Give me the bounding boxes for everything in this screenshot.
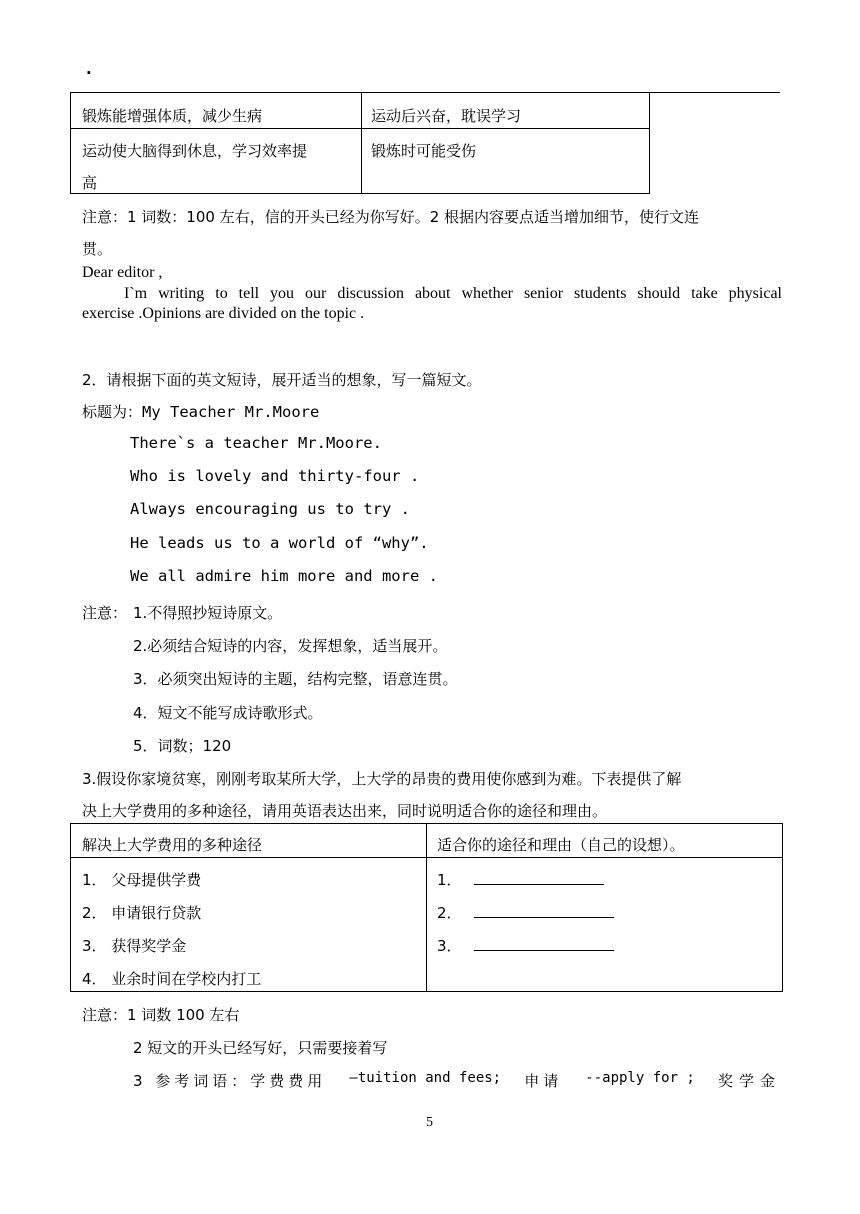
- note-3-part: —tuition and fees;: [349, 1070, 502, 1086]
- task-2-heading: 2．请根据下面的英文短诗，展开适当的想象，写一篇短文。: [82, 371, 482, 389]
- task-3-note: 2 短文的开头已经写好，只需要接着写: [133, 1039, 388, 1057]
- answer-number: 1．: [437, 871, 462, 889]
- task-3-prompt-line1: 3.假设你家境贫寒，刚刚考取某所大学，上大学的昂贵的费用使你感到为难。下表提供了解: [82, 770, 682, 788]
- bullet-mark: ·: [86, 64, 92, 82]
- poem-line: Always encouraging us to try .: [130, 500, 410, 518]
- task-2-note: 3．必须突出短诗的主题，结构完整，语意连贯。: [133, 670, 458, 688]
- table2-option: 4． 业余时间在学校内打工: [82, 970, 262, 988]
- task-2-note: 1.不得照抄短诗原文。: [133, 604, 283, 622]
- table2-option: 1． 父母提供学费: [82, 871, 202, 889]
- poem-line: There`s a teacher Mr.Moore.: [130, 434, 382, 452]
- poem-line: He leads us to a world of “why”.: [130, 534, 429, 552]
- task-2-note: 4．短文不能写成诗歌形式。: [133, 704, 323, 722]
- table1-cell-wrap: 高: [82, 174, 98, 192]
- letter-body-line2: exercise .Opinions are divided on the topic .: [82, 305, 365, 322]
- note-1-line2: 贯。: [82, 240, 113, 258]
- answer-blank-row: [437, 869, 604, 890]
- note-3-part: 3 参考词语：学费费用: [133, 1072, 327, 1090]
- task-3-note: 注意：1 词数 100 左右: [82, 1006, 240, 1024]
- page-number: 5: [426, 1115, 433, 1130]
- table1-cell: 运动后兴奋，耽误学习: [371, 107, 522, 125]
- table2-header: 适合你的途径和理由（自己的设想）。: [437, 836, 685, 854]
- answer-blank[interactable]: [474, 872, 604, 885]
- title-value: My Teacher Mr.Moore: [142, 403, 320, 421]
- table1-cell: 锻炼能增强体质，减少生病: [82, 107, 263, 125]
- table2-option: 3． 获得奖学金: [82, 937, 187, 955]
- note-3-part: 申请: [524, 1072, 563, 1090]
- note-3-part: --apply for ;: [585, 1070, 695, 1086]
- answer-blank[interactable]: [474, 938, 614, 951]
- poem-line: We all admire him more and more .: [130, 567, 438, 585]
- answer-number: 3．: [437, 937, 462, 955]
- letter-greeting: Dear editor ,: [82, 264, 163, 281]
- answer-blank-row: [437, 935, 614, 956]
- table2-header: 解决上大学费用的多种途径: [82, 836, 263, 854]
- title-label: 标题为：: [82, 403, 143, 421]
- answer-blank[interactable]: [474, 905, 614, 918]
- poem-line: Who is lovely and thirty-four .: [130, 467, 420, 485]
- note-1-line1: 注意：1 词数：100 左右，信的开头已经为你写好。2 根据内容要点适当增加细节，使行文连: [82, 208, 700, 226]
- task-2-note: 2.必须结合短诗的内容，发挥想象，适当展开。: [133, 637, 448, 655]
- letter-body-line1: I`m writing to tell you our discussion about whether senior students should take physical: [124, 285, 782, 302]
- table1-cell: 锻炼时可能受伤: [371, 142, 477, 160]
- task-2-title-row: [82, 401, 319, 422]
- task-3-note-3: [133, 1070, 781, 1091]
- answer-blank-row: [437, 902, 614, 923]
- top-rule: [70, 92, 780, 93]
- note-3-part: 奖学金: [717, 1072, 781, 1090]
- answer-number: 2．: [437, 904, 462, 922]
- table2-option: 2． 申请银行贷款: [82, 904, 202, 922]
- task-2-note: 5．词数；120: [133, 737, 232, 755]
- task-3-prompt-line2: 决上大学费用的多种途径，请用英语表达出来，同时说明适合你的途径和理由。: [82, 802, 608, 820]
- task-2-note-label: 注意：: [82, 604, 128, 622]
- table1-cell: 运动使大脑得到休息，学习效率提: [82, 142, 308, 160]
